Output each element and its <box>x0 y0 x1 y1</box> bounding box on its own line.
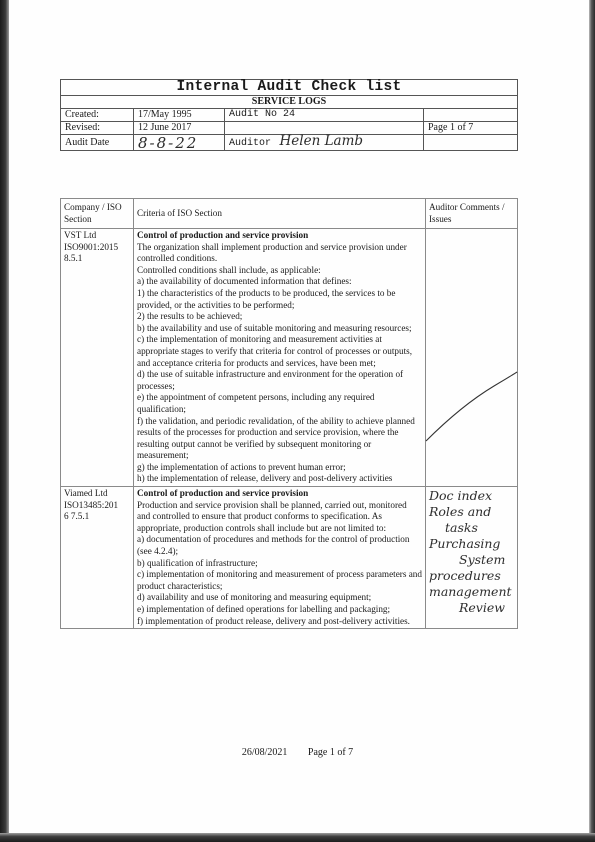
criteria-cell <box>134 487 426 629</box>
handwritten-comment: Roles and <box>429 504 492 520</box>
criteria-line: e) the appointment of competent persons, including any required qualification; <box>137 392 375 414</box>
criteria-line: g) the implementation of actions to prevent human error; <box>137 461 346 472</box>
criteria-line: a) documentation of procedures and methods for the control of production (see 4.2.4); <box>137 534 410 557</box>
handwritten-comment: procedures <box>429 568 501 584</box>
footer-page: Page 1 of 7 <box>307 747 354 758</box>
auditor-signature: Helen Lamb <box>279 133 364 149</box>
audit-date-handwritten: 8-8-22 <box>134 135 225 151</box>
criteria-cell <box>134 229 426 487</box>
scan-edge-left <box>0 0 9 842</box>
criteria-line: c) implementation of monitoring and measurement of process parameters and product characteristics; <box>137 569 422 591</box>
criteria-line: d) availability and use of monitoring and measuring equipment; <box>137 592 372 603</box>
table-header-row <box>61 199 518 229</box>
created-label: Created: <box>61 109 134 122</box>
criteria-line: f) the validation, and periodic revalidation, of the ability to achieve planned results of the processes for production and service provision, where the resulting output cannot be verified by subsequent monitoring or measurement; <box>137 415 415 461</box>
criteria-line: 2) the results to be achieved; <box>137 311 243 322</box>
criteria-line: c) the implementation of monitoring and measurement activities at appropriate stages to verify that criteria for control of processes or outputs, and acceptance criteria for products and services, have been met; <box>137 334 413 368</box>
handwritten-comment: Doc index <box>429 488 493 504</box>
handwritten-comment: System <box>459 552 506 568</box>
company-cell <box>61 487 134 629</box>
page-indicator: Page 1 of 7 <box>424 122 518 135</box>
column-header-comments: Auditor Comments / Issues <box>426 199 518 229</box>
empty-cell <box>424 135 518 151</box>
criteria-line: b) the availability and use of suitable monitoring and measuring resources; <box>137 322 412 333</box>
iso-section: 8.5.1 <box>64 253 83 264</box>
company-name: VST Ltd <box>64 230 97 240</box>
table-row <box>61 487 518 629</box>
criteria-line: a) the availability of documented information that defines: <box>137 276 352 287</box>
company-name: Viamed Ltd <box>64 488 108 499</box>
criteria-line: Controlled conditions shall include, as applicable: <box>137 264 321 275</box>
scan-edge-right <box>589 0 595 842</box>
audit-number: Audit No 24 <box>225 109 424 122</box>
document-title: Internal Audit Check list <box>61 80 518 96</box>
header-table <box>60 79 518 151</box>
criteria-line: e) implementation of defined operations for labelling and packaging; <box>137 604 391 614</box>
criteria-line: 1) the characteristics of the products to be produced, the services to be provided, or the activities to be performed; <box>137 287 396 310</box>
handwritten-check-stroke <box>424 371 519 443</box>
iso-section: 6 7.5.1 <box>64 511 90 522</box>
handwritten-comment: tasks <box>445 520 478 536</box>
column-header-company: Company / ISO Section <box>61 199 134 229</box>
handwritten-comment: Review <box>459 600 505 616</box>
comments-cell <box>426 229 518 487</box>
handwritten-comment: Purchasing <box>429 536 501 552</box>
revised-label: Revised: <box>61 122 134 135</box>
company-cell <box>61 229 134 487</box>
auditor-cell <box>225 135 424 151</box>
criteria-title: Control of production and service provision <box>137 230 309 240</box>
column-header-criteria: Criteria of ISO Section <box>134 199 426 229</box>
scan-edge-bottom <box>0 833 595 842</box>
criteria-line: d) the use of suitable infrastructure and environment for the operation of processes; <box>137 369 404 391</box>
page-footer <box>0 747 595 758</box>
iso-standard: ISO9001:2015 <box>64 241 119 252</box>
criteria-line: Production and service provision shall be planned, carried out, monitored and controlled to ensure that product conforms to specification. As appropriate, production controls shall include but are not limited to: <box>137 499 407 533</box>
iso-standard: ISO13485:201 <box>64 499 119 510</box>
criteria-line: h) the implementation of release, delivery and post-delivery activities <box>137 473 393 484</box>
handwritten-comment: management <box>429 584 512 600</box>
criteria-line: b) qualification of infrastructure; <box>137 557 258 568</box>
document-subtitle: SERVICE LOGS <box>61 96 518 109</box>
audit-date-label: Audit Date <box>61 135 134 151</box>
empty-cell <box>424 109 518 122</box>
created-value: 17/May 1995 <box>134 109 225 122</box>
revised-value: 12 June 2017 <box>134 122 225 135</box>
comments-cell-handwritten <box>426 487 518 629</box>
criteria-title: Control of production and service provision <box>137 488 309 499</box>
table-row <box>61 229 518 487</box>
criteria-line: f) implementation of product release, delivery and post-delivery activities. <box>137 615 410 626</box>
criteria-line: The organization shall implement production and service provision under controlled conditions. <box>137 241 407 264</box>
footer-date: 26/08/2021 <box>241 747 288 758</box>
auditor-label: Auditor <box>229 138 272 149</box>
